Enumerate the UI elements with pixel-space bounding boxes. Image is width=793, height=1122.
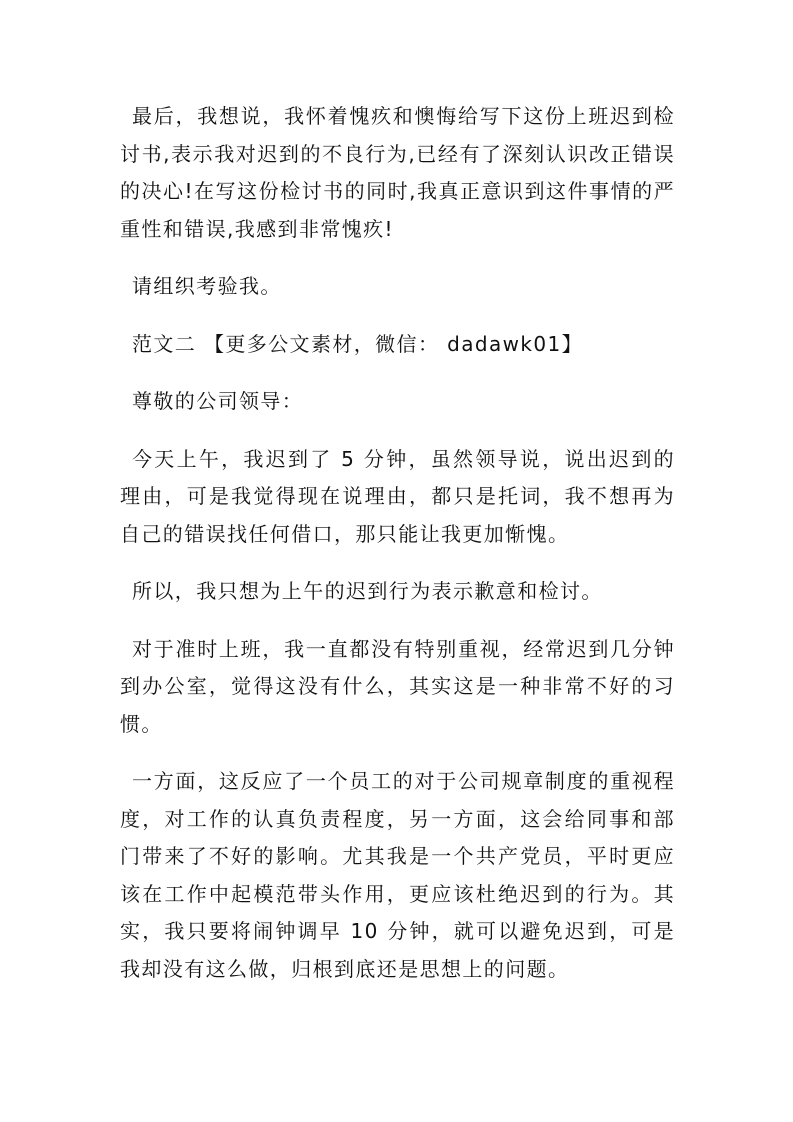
section-heading: 范文二 【更多公文素材，微信： dadawk01】 — [132, 331, 584, 356]
body-paragraph: 对于准时上班，我一直都没有特别重视，经常迟到几分钟到办公室，觉得这没有什么，其实这是一种非常不好的习惯。 — [120, 636, 675, 736]
document-body — [120, 98, 675, 1008]
body-paragraph: 所以，我只想为上午的迟到行为表示歉意和检讨。 — [132, 579, 603, 603]
salutation: 尊敬的公司领导： — [132, 389, 304, 413]
body-paragraph: 今天上午，我迟到了 5 分钟，虽然领导说，说出迟到的理由，可是我觉得现在说理由，都只是托词，我不想再为自己的错误找任何借口，那只能让我更加惭愧。 — [120, 446, 675, 546]
body-paragraph: 一方面，这反应了一个员工的对于公司规章制度的重视程度，对工作的认真负责程度，另一方面，这会给同事和部门带来了不好的影响。尤其我是一个共产党员，平时更应该在工作中起模范带头作用，更应该杜绝迟到的行为。其实，我只要将闹钟调早 10 分钟，就可以避免迟到，可是我却没有这么做，归根到底还是思想上的问题。 — [120, 769, 675, 981]
closing-paragraph: 最后，我想说，我怀着愧疚和懊悔给写下这份上班迟到检讨书,表示我对迟到的不良行为,已经有了深刻认识改正错误的决心!在写这份检讨书的同时,我真正意识到这件事情的严重性和错误,我感到非常愧疚! — [120, 104, 675, 241]
request-line: 请组织考验我。 — [132, 274, 282, 298]
